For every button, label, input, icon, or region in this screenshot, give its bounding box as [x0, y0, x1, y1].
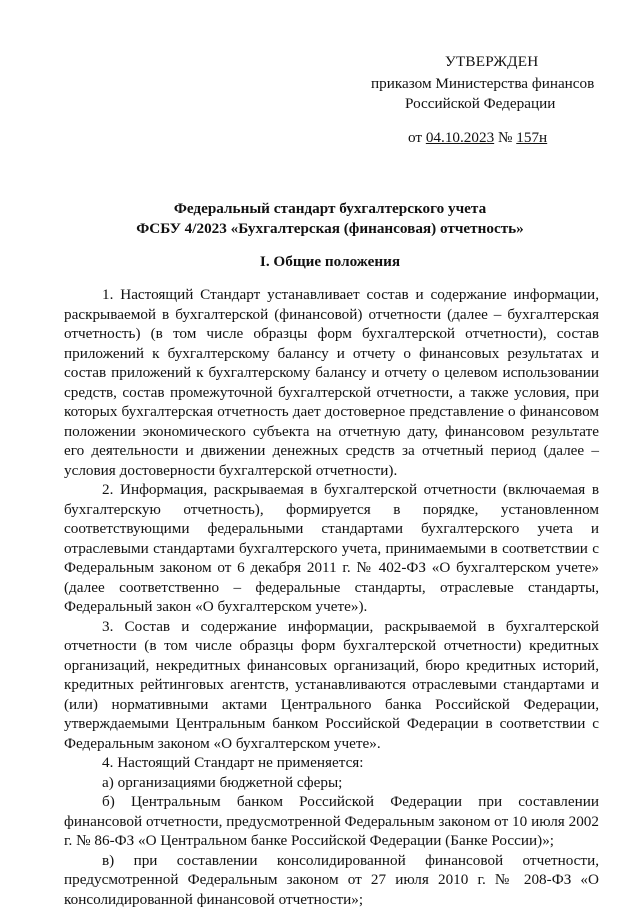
approval-date: 04.10.2023	[425, 129, 495, 146]
paragraph-1: 1. Настоящий Стандарт устанавливает состав и содержание информации, раскрываемой в бухгалтерской (финансовой) отчетности (далее – бухгалтерская отчетность) (в том числе образцы форм бухгалтерской отчетности), состав приложений к бухгалтерскому балансу и отчету о финансовых результатах и состав приложений к бухгалтерскому балансу и отчету о целевом использовании средств, состав промежуточной бухгалтерской отчетности, а также условия, при которых бухгалтерская отчетность дает достоверное представление о финансовом положении экономического субъекта на отчетную дату, финансовом результате его деятельности и движении денежных средств за отчетный период (далее – условия достоверности бухгалтерской отчетности).	[64, 286, 599, 479]
date-prefix: от	[408, 129, 426, 146]
number-sign: №	[494, 129, 517, 146]
paragraph-4b: б) Центральным банком Российской Федерации при составлении финансовой отчетности, предусмотренной Федеральным законом от 10 июля 2002 г. № 86-ФЗ «О Центральном банке Российской Федерации (Банке России)»;	[64, 793, 599, 849]
paragraph-4: 4. Настоящий Стандарт не применяется:	[102, 754, 364, 771]
approval-number: 157н	[516, 129, 548, 146]
paragraph-2: 2. Информация, раскрываемая в бухгалтерской отчетности (включаемая в бухгалтерскую отчетность), формируется в порядке, установленном соответствующими федеральными стандартами бухгалтерского учета и отраслевыми стандартами бухгалтерского учета, принимаемыми в соответствии с Федеральным законом от 6 декабря 2011 г. № 402-ФЗ «О бухгалтерском учете» (далее соответственно – федеральные стандарты, отраслевые стандарты, Федеральный закон «О бухгалтерском учете»).	[64, 481, 599, 615]
paragraph-4a: а) организациями бюджетной сферы;	[102, 773, 343, 791]
paragraph-3: 3. Состав и содержание информации, раскрываемой в бухгалтерской отчетности (в том числе образцы форм бухгалтерской отчетности) кредитных организаций, некредитных финансовых организаций, бюро кредитных историй, кредитных рейтинговых агентств, устанавливаются отраслевыми стандартами и (или) нормативными актами Центрального банка Российской Федерации, утверждаемыми Центральным банком Российской Федерации в соответствии с Федеральным законом «О бухгалтерском учете».	[64, 617, 599, 752]
paragraph-4c: в) при составлении консолидированной финансовой отчетности, предусмотренной Федеральным законом от 27 июля 2010 г. № 208-ФЗ «О консолидированной финансовой отчетности»;	[64, 851, 599, 908]
approval-date-line	[408, 128, 547, 148]
approval-issuer-line1: приказом Министерства финансов	[371, 75, 595, 92]
section-heading: I. Общие положения	[259, 253, 401, 270]
approval-title: УТВЕРЖДЕН	[445, 53, 539, 70]
approval-issuer-line2: Российской Федерации	[405, 95, 556, 112]
document-body	[64, 285, 599, 909]
document-title-line1: Федеральный стандарт бухгалтерского учета	[173, 200, 487, 217]
document-title	[62, 199, 598, 239]
document-title-line2: ФСБУ 4/2023 «Бухгалтерская (финансовая) отчетность»	[136, 220, 524, 237]
